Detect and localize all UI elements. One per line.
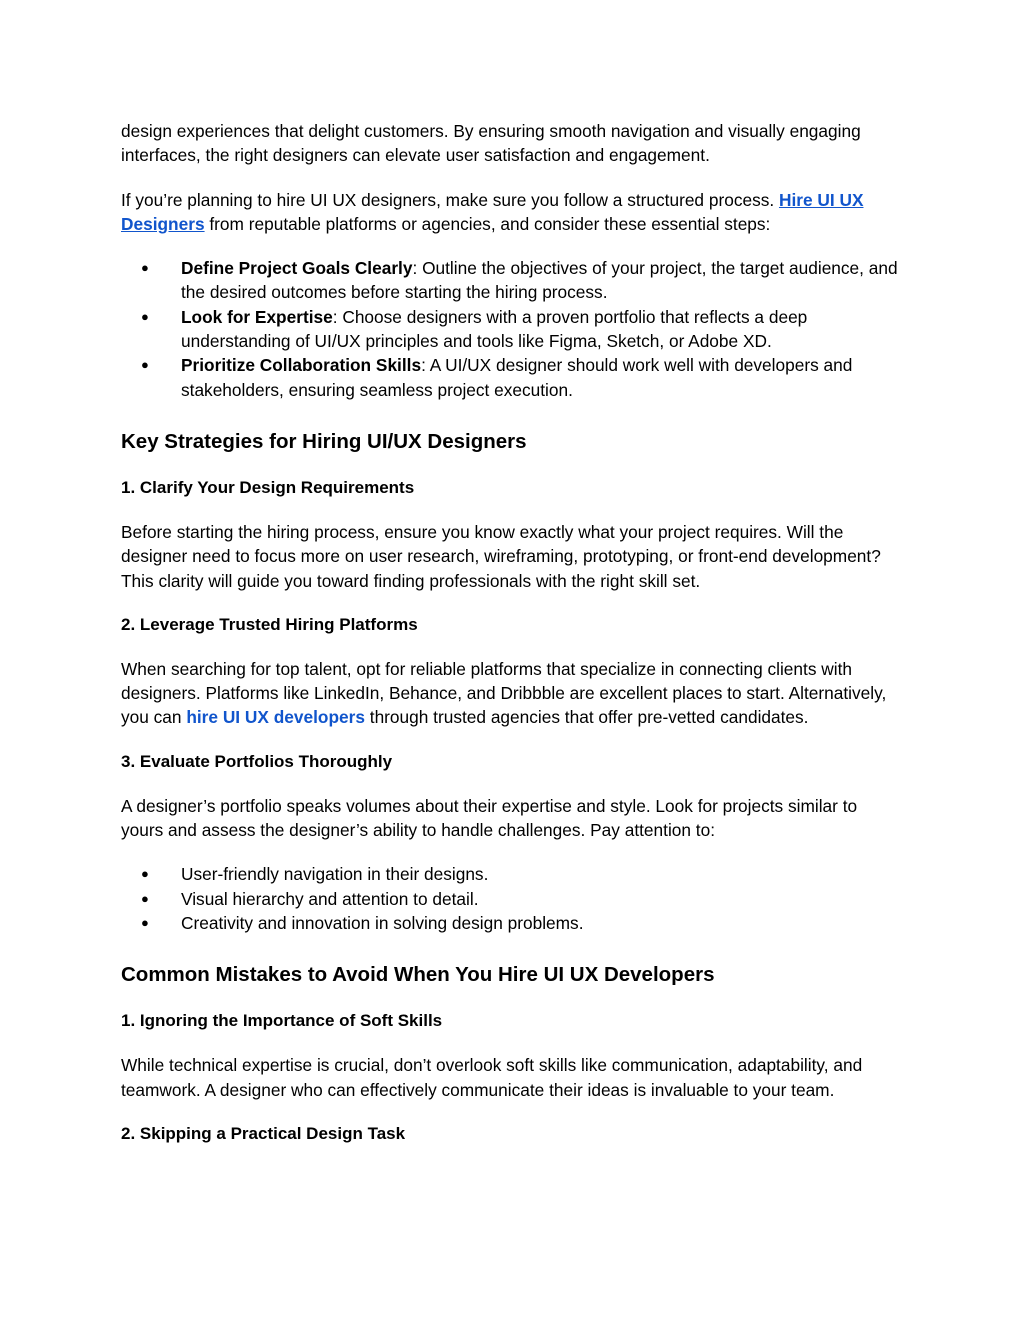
hire-ui-ux-designers-link[interactable]: Hire UI UX Designers — [121, 189, 864, 234]
trusted-platforms-paragraph — [121, 657, 903, 730]
subheading-soft-skills: 1. Ignoring the Importance of Soft Skills — [121, 1011, 443, 1031]
list-item — [121, 256, 903, 305]
hiring-process-paragraph — [121, 188, 903, 237]
list-item — [121, 353, 903, 402]
step-text: : Outline the objectives of your project, the target audience, and the desired outcomes before starting the hiring process. — [181, 258, 898, 303]
list-item-text: Creativity and innovation in solving design problems. — [181, 912, 584, 933]
bullet-icon: ● — [141, 866, 149, 882]
subheading-clarify-requirements: 1. Clarify Your Design Requirements — [121, 477, 415, 497]
list-item — [121, 305, 903, 354]
step-title: Define Project Goals Clearly — [181, 258, 413, 279]
trusted-platforms-text-after: through trusted agencies that offer pre-vetted candidates. — [364, 707, 809, 728]
list-item-text: User-friendly navigation in their designs. — [181, 864, 489, 885]
list-item-text: Visual hierarchy and attention to detail. — [181, 888, 479, 909]
hiring-process-text-before: If you’re planning to hire UI UX designers, make sure you follow a structured process. — [121, 189, 779, 210]
bullet-icon: ● — [141, 308, 149, 324]
bullet-icon: ● — [141, 260, 149, 276]
clarify-requirements-paragraph: Before starting the hiring process, ensure you know exactly what your project requires. Will the designer need to focus more on user research, wireframing, prototyping, or front-end development? This clarity will guide you toward finding professionals with the right skill set. — [121, 521, 881, 591]
document-page — [121, 119, 903, 1146]
bullet-icon: ● — [141, 890, 149, 906]
step-title: Look for Expertise — [181, 306, 333, 327]
bullet-icon: ● — [141, 357, 149, 373]
step-text: : A UI/UX designer should work well with developers and stakeholders, ensuring seamless project execution. — [181, 355, 853, 400]
subheading-evaluate-portfolios: 3. Evaluate Portfolios Thoroughly — [121, 751, 393, 771]
step-title: Prioritize Collaboration Skills — [181, 355, 422, 376]
intro-paragraph: design experiences that delight customers. By ensuring smooth navigation and visually engaging interfaces, the right designers can elevate user satisfaction and engagement. — [121, 121, 861, 166]
evaluate-portfolios-paragraph: A designer’s portfolio speaks volumes about their expertise and style. Look for projects similar to yours and assess the designer’s ability to handle challenges. Pay attention to: — [121, 795, 858, 841]
section-heading-common-mistakes: Common Mistakes to Avoid When You Hire UI UX Developers — [121, 963, 715, 987]
hire-ui-ux-developers-link[interactable]: hire UI UX developers — [186, 707, 365, 728]
list-item — [121, 911, 903, 935]
hiring-process-text-after: from reputable platforms or agencies, and consider these essential steps: — [204, 213, 771, 234]
bullet-icon: ● — [141, 914, 149, 930]
steps-list — [121, 256, 903, 402]
subheading-practical-task: 2. Skipping a Practical Design Task — [121, 1123, 406, 1143]
step-text: : Choose designers with a proven portfolio that reflects a deep understanding of UI/UX principles and tools like Figma, Sketch, or Adobe XD. — [181, 306, 808, 352]
list-item — [121, 887, 903, 911]
trusted-platforms-text-before: When searching for top talent, opt for reliable platforms that specialize in connecting clients with designers. Platforms like LinkedIn, Behance, and Dribbble are excellent places to start. Alternatively, you can — [121, 658, 887, 728]
section-heading-key-strategies: Key Strategies for Hiring UI/UX Designers — [121, 429, 527, 453]
subheading-trusted-platforms: 2. Leverage Trusted Hiring Platforms — [121, 614, 418, 634]
soft-skills-paragraph: While technical expertise is crucial, don’t overlook soft skills like communication, adaptability, and teamwork. A designer who can effectively communicate their ideas is invaluable to your team. — [121, 1055, 863, 1100]
list-item — [121, 862, 903, 886]
portfolio-criteria-list — [121, 862, 903, 935]
